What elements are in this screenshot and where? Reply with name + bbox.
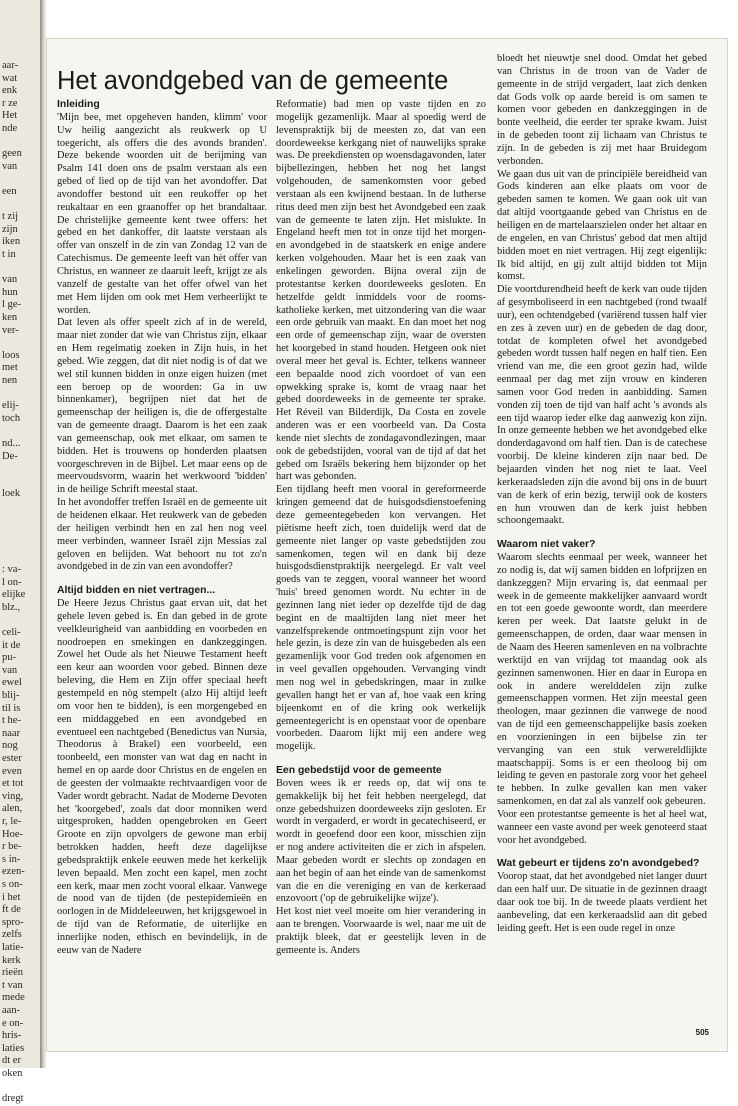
previous-page-fragment: ft de (2, 904, 21, 916)
previous-page-fragment: aar- (2, 60, 19, 71)
paragraph: 'Mijn bee, met opgeheven handen, klimm' voor Uw heilig aangezicht als reukwerk op U toegericht, als offers die des avonds branden'. Deze bekende woorden uit de berijming van Psalm 141 doen ons de psalm verstaan als een gebed of lied op de tijd van het avondoffer. Dat avondoffer bestond uit een reukoffer op het reukaltaar en een graanoffer op het brandaltaar. De christelijke gemeente kent twee offers: het gebed en het dankoffer, dit laatste verstaan als offer van onszelf in de zin van Zondag 12 van de Catechismus. De gemeente leeft van hèt offer van Christus, en wanneer ze daaruit leeft, krijgt ze als vanzelf de gestalte van het offer ofwel van het met Hem lijden om ook met Hem verheerlijkt te worden. (57, 111, 267, 316)
previous-page-fragment: oken (2, 1068, 23, 1079)
previous-page-fragment: alen, (2, 803, 23, 815)
previous-page-fragment: ester (2, 753, 22, 764)
paragraph: In het avondoffer treffen Israël en de gemeente uit de heidenen elkaar. Het reukwerk van de gebeden der heiligen verbindt hen en zal hen nog veel meer verbinden, wanneer Israël zijn Messias zal geloven en belijden. Wat behoort nu tot zo'n avondgebed in de zin van een avondoffer? (57, 497, 267, 573)
previous-page-fragment: latie- (2, 942, 24, 953)
previous-page-fragment: t in (2, 249, 16, 260)
previous-page-fragment: ezen- (2, 866, 25, 878)
previous-page-fragment: blz., (2, 601, 21, 613)
previous-page-fragment: hun (2, 286, 18, 298)
previous-page-fragment: kerk (2, 954, 21, 966)
previous-page-fragment: enk (2, 85, 18, 97)
previous-page-fragment: t van (2, 979, 23, 991)
previous-page-fragment: spro- (2, 916, 24, 928)
paragraph: Die voortdurendheid heeft de kerk van oude tijden af gesymboliseerd in een nachtgebed (rond twaalf uur), een ochtendgebed (variërend tussen half vier en zes à zeven uur) en de gebeden de dag door, totdat de kompleten ofwel het avondgebed gebeden wordt tussen half negen en half tien. Een vriend van me, die een groot gezin had, wilde eenmaal per dag met zijn vrouw en kinderen samen voor God treden in aanbidding. Samen vonden zij toen de tijd van half acht 's avonds als een tijd waarop ieder elke dag aanwezig kon zijn. In onze gemeente hebben we het avondgebed elke donderdagavond om half tien. Dan is de catechese voorbij. De kleine kinderen zijn naar bed. De bejaarden vinden het nog niet te laat. Veel kerkeraadsleden zijn die avond bij ons in de buurt van de kerk of erin bezig, terwijl ook de kosters en hun vrouwen dan de kerk juist hebben schoongemaakt. (497, 284, 707, 527)
section-heading: Waarom niet vaker? (497, 539, 596, 551)
previous-page-fragment: et tot (2, 778, 24, 790)
section-heading: Inleiding (57, 99, 100, 110)
previous-page-fragment: loek (2, 488, 21, 500)
previous-page-fragment: naar (2, 727, 21, 739)
previous-page-fragment: s in- (2, 853, 21, 865)
previous-page-fragment: celi- (2, 627, 21, 638)
paragraph: We gaan dus uit van de principiële bereidheid van Gods kinderen aan elke plaats om voor de gebeden samen te komen. We gaan ook uit van dat altijd voortgaande gebed van Christus en de heiligen en de martelaarszielen onder het altaar en de engelen, en van Christus' gebod dat men altijd bidden moet en niet vertragen. Hij zegt eigenlijk: Ik bid altijd, en gij zult altijd bidden tot Mijn komst. (497, 168, 707, 283)
previous-page-fragment: nde (2, 123, 18, 134)
previous-page-fragment: t zij (2, 211, 19, 223)
previous-page-fragment: van (2, 274, 18, 286)
previous-page-fragment: nog (2, 740, 18, 752)
paragraph: Dat leven als offer speelt zich af in de wereld, maar niet zonder dat wie van Christus zijn, elkaar en Hem regelmatig zoeken in Zijn huis, in het gebed. Wie zeggen, dat dit niet nodig is of dat we wel stil kunnen bidden in onze eigen huizen (met een beroep op de woorden: Ga in uw binnenkamer), begrijpen niet dat het de gemeenschap der heiligen is, die de offergestalte van de gemeente draagt. Daarom is het een zaak van gemeenschap, ook met elkaar, om samen te bidden. Het is trouwens op honderden plaatsen voorgeschreven in de Bijbel. Let maar eens op de meervoudsvorm, waarin het werkwoord 'bidden' in de heilige Schrift meestal staat. (57, 317, 267, 496)
paragraph: Reformatie) bad men op vaste tijden en zo mogelijk gezamenlijk. Maar al spoedig werd de levenspraktijk bij de meesten zo, dat van een doordeweekse kerkgang niet of nauwelijks sprake was. De preekdiensten op woensdagavonden, later bijbellezingen, hebben het nog het langst volgehouden, de samenkomsten voor gebed verstaan als een kwijnend bestaan. In de lutherse ritus deed men zijn best het Avondgebed een zaak van de gemeente te laten zijn. Het mislukte. In Engeland heeft men tot in onze tijd het morgen- en avondgebed in de staatskerk en enige andere kerken volgehouden. Maar het is een zaak van enkelingen geworden. Bijna overal zijn de protestantse kerken doordeweeks gesloten. En hetzelfde geldt inmiddels voor de rooms-katholieke kerken, met uitzondering van die waar een orde gebruik van maakt. En dan moet het nog een orde of gemeenschap zijn, waar de oversten het koorgebed in stand houden. Hetgeen ook niet overal meer het geval is. Echter, telkens wanneer een bepaalde nood zich voordoet of van een opwekking sprake is, komt de vraag naar het gebed doordeweeks in de gemeente ter sprake. Het Réveil van Bilderdijk, Da Costa en zovele anderen was er een voorbeeld van. Da Costa kende niet slechts de zondagavondlezingen, maar ook de gebedstijden, vooral van de tijd af dat het gebed om Israëls bekering hem bijzonder op het hart was gebonden. (276, 99, 486, 483)
paragraph: Waarom slechts eenmaal per week, wanneer het zo nodig is, dat wij samen bidden en lofprijzen en dankzeggen? Mijn ervaring is, dat eenmaal per week in de gemeente makkelijker aanvaard wordt en tot een goede gewoonte wordt, dan meerdere keren per week. Dat laatste gelukt in de gemeenschappen, de orden, daar waar mensen in de Naam des Heeren samenleven en na volbrachte werktijd en van vrijdag tot maandag ook als gezinnen samenwonen. Hier en daar in Europa en ook in andere werelddelen zijn zulke gemeenschappen vormen. Het zijn meestal geen theologen, maar gezinnen die vanwege de nood van de tijd een gemeenschappelijke basis zoeken en voorzieningen in een bijbelse zin ter vervanging van een stuk verwereldlijkte maatschappij. Soms is er een theoloog bij om leiding te geven en pastorale zorg voor het geheel te hebben. In zulke gevallen kan men vaker samenkomen, en dat zal als vanzelf ook gebeuren. (497, 552, 707, 808)
previous-page-fragment: ving, (2, 790, 24, 802)
previous-page-fragment: ewel (2, 677, 22, 689)
article-column-3 (497, 53, 707, 936)
page-number: 505 (695, 1028, 709, 1037)
previous-page-fragment: nen (2, 375, 18, 386)
previous-page-fragment: loos (2, 349, 20, 361)
previous-page-fragment: mede (2, 992, 25, 1004)
paragraph: Het kost niet veel moeite om hier verandering in aan te brengen. Voorwaarde is wel, naar me uit de praktijk bleek, dat er geestelijk leven in de gemeente is. Anders (276, 906, 486, 956)
previous-page-fragment: it de (2, 639, 21, 651)
previous-page-fragment: iken (2, 236, 21, 248)
previous-page-fragment: aan- (2, 1005, 21, 1016)
previous-page-fragment: De- (2, 450, 18, 462)
previous-page-fragment: hris- (2, 1030, 22, 1042)
previous-page-fragment: Het (2, 110, 18, 122)
previous-page-fragment: dregt (2, 1093, 24, 1105)
section-heading: Altijd bidden en niet vertragen... (57, 585, 216, 597)
previous-page-fragment: elij- (2, 400, 19, 412)
previous-page-fragment: pu- (2, 652, 16, 664)
article-page (46, 38, 728, 1052)
previous-page-fragment: rieën (2, 967, 23, 979)
previous-page-fragment: even (2, 765, 22, 777)
article-column-1 (57, 99, 267, 958)
previous-page-fragment: zelfs (2, 929, 22, 941)
article-column-2 (276, 99, 486, 958)
previous-page-fragment: r, le- (2, 816, 22, 827)
previous-page-fragment: een (2, 186, 17, 197)
previous-page-fragment: ken (2, 312, 18, 323)
previous-page-edge (0, 0, 41, 1105)
previous-page-fragment: e on- (2, 1017, 24, 1029)
paragraph: Boven wees ik er reeds op, dat wij ons te gemakkelijk bij het feit hebben neergelegd, dat onze gebedshuizen doordeweeks zijn gesloten. Er wordt in vergaderd, er wordt in gecatechiseerd, er wordt in geoefend door een koor, misschien zijn er nog andere activiteiten die er zich in afspelen. Maar gebeden wordt er slechts op zondagen en aan het begin of aan het einde van de samenkomst van die en die vereniging en van de kerkeraad enzovoort ('op de gebruikelijke wijze'). (276, 777, 486, 905)
paragraph: Een tijdlang heeft men vooral in gereformeerde kringen gemeend dat de huisgodsdienstoefening deze gemeentegebeden kon vervangen. Het piëtisme heeft zich, toen duidelijk werd dat de gemeente niet langer op vaste gebedstijden zou samenkomen, tegen wil en dank bij deze huisgodsdienstpraktijk neergelegd. Er valt veel goeds van te zeggen, vooral wanneer het woord 'huis' breed genomen wordt. Nu echter in de gezinnen lang niet ieder op dezelfde tijd de dag begint en de maaltijden lang niet meer het vanzelfsprekende ontmoetingspunt zijn voor het hele gezin, is deze zin van de huisgebeden als een gezamenlijk voor God treden ook afgenomen en in veel gevallen opgehouden. Vervanging vindt men nog wel in gebedskringen, maar in zulke gevallen hangt het er van af, hoe vaak een kring bijeenkomt en of die kring ook werkelijk gemeentegericht is en openstaat voor de openbare voorbeden. Daarom lijkt mij een andere weg mogelijk. (276, 484, 486, 753)
previous-page-fragment: r ze (2, 97, 18, 109)
previous-page-fragment: s on- (2, 879, 23, 890)
previous-page-fragment: ver- (2, 324, 19, 336)
previous-page-fragment: blij- (2, 690, 20, 701)
previous-page-fragment: wat (2, 72, 18, 84)
previous-page-fragment: : va- (2, 564, 21, 575)
previous-page-fragment: geen (2, 148, 22, 160)
paragraph: bloedt het nieuwtje snel dood. Omdat het gebed van Christus in de troon van de Vader de gemeente in de strijd vergadert, laat zich denken dat Gods volk op aarde bereid is om samen te komen voor gebeden en dankzeggingen in de bonte veelheid, die eerder ter sprake kwam. Juist in de gebeden toont zij lichaam van Christus te zijn. In de gebeden is zij met haar Bruidegom verbonden. (497, 53, 707, 167)
section-heading: Wat gebeurt er tijdens zo'n avondgebed? (497, 858, 700, 870)
previous-page-fragment: t he- (2, 715, 21, 727)
previous-page-fragment: l on- (2, 576, 22, 588)
previous-page-fragment: i het (2, 891, 21, 903)
article-title: Het avondgebed van de gemeente (57, 67, 449, 95)
previous-page-fragment: van (2, 160, 18, 172)
paragraph: Voor een protestantse gemeente is het al heel wat, wanneer een vaste avond per week genoteerd staat voor het avondgebed. (497, 808, 707, 846)
previous-page-fragment: toch (2, 412, 21, 424)
previous-page-fragment: zijn (2, 223, 18, 235)
paragraph: De Heere Jezus Christus gaat ervan uit, dat het gehele leven gebed is. En dan gebed in de grote veelkleurigheid van aanbidding en voorbeden en noodroepen en smekingen en dankzeggingen. Zowel het Oude als het Nieuwe Testament heeft een keur aan woorden voor gebed. Binnen deze beleving, die Hem en Zijn offer speciaal heeft gestempeld en nòg stempelt (alzo Hij altijd leeft om voor hen te bidden), is een morgengebed en een middaggebed en een avondgebed en eventueel een nachtgebed (Benedictus van Nursia, Theodorus à Brakel) een voorbeeld, een toonbeeld, een monster van wat dag en nacht in hemel en op aarde door Christus en de engelen en de geesten der volmaakte rechtvaardigen voor de Vader wordt gebracht. Nadat de Moderne Devoten het 'koorgebed', zoals dat door monniken werd uitgesproken, hadden opengebroken en Geert Groote en zijn opvolgers de gewone man erbij betrokken hadden, heeft deze dagelijkse gebedspraktijk enkele eeuwen mede het kerkelijk leven bepaald. Men zocht een kapel, men zocht een kerk, maar men zocht vooral elkaar. Vanwege de nood van de tijden (de pestepidemieën en oorlogen in de Middeleeuwen, het krijgsgewoel in de tijd van de Reformatie, de uiterlijke en innerlijke noden, ethisch en bevindelijk, in de eeuw van de Nadere (57, 598, 267, 956)
previous-page-fragment: dt er (2, 1055, 21, 1067)
previous-page-fragment: van (2, 664, 18, 676)
previous-page-fragment: met (2, 362, 18, 374)
previous-page-fragment: Hoe- (2, 828, 23, 840)
previous-page-fragment: elijke (2, 589, 26, 601)
previous-page-fragment: laties (2, 1042, 25, 1054)
previous-page-fragment: nd... (2, 438, 21, 449)
previous-page-fragment: l ge- (2, 299, 21, 311)
previous-page-fragment: r be- (2, 841, 22, 853)
section-heading: Een gebedstijd voor de gemeente (276, 765, 442, 777)
previous-page-fragment: til is (2, 702, 21, 714)
paragraph: Voorop staat, dat het avondgebed niet langer duurt dan een half uur. De situatie in de gezinnen draagt daar ook toe bij. In de tweede plaats verdient het aanbeveling, dat een kerkeraadslid aan dit gebed leiding geeft. Het is een oude regel in onze (497, 871, 707, 934)
